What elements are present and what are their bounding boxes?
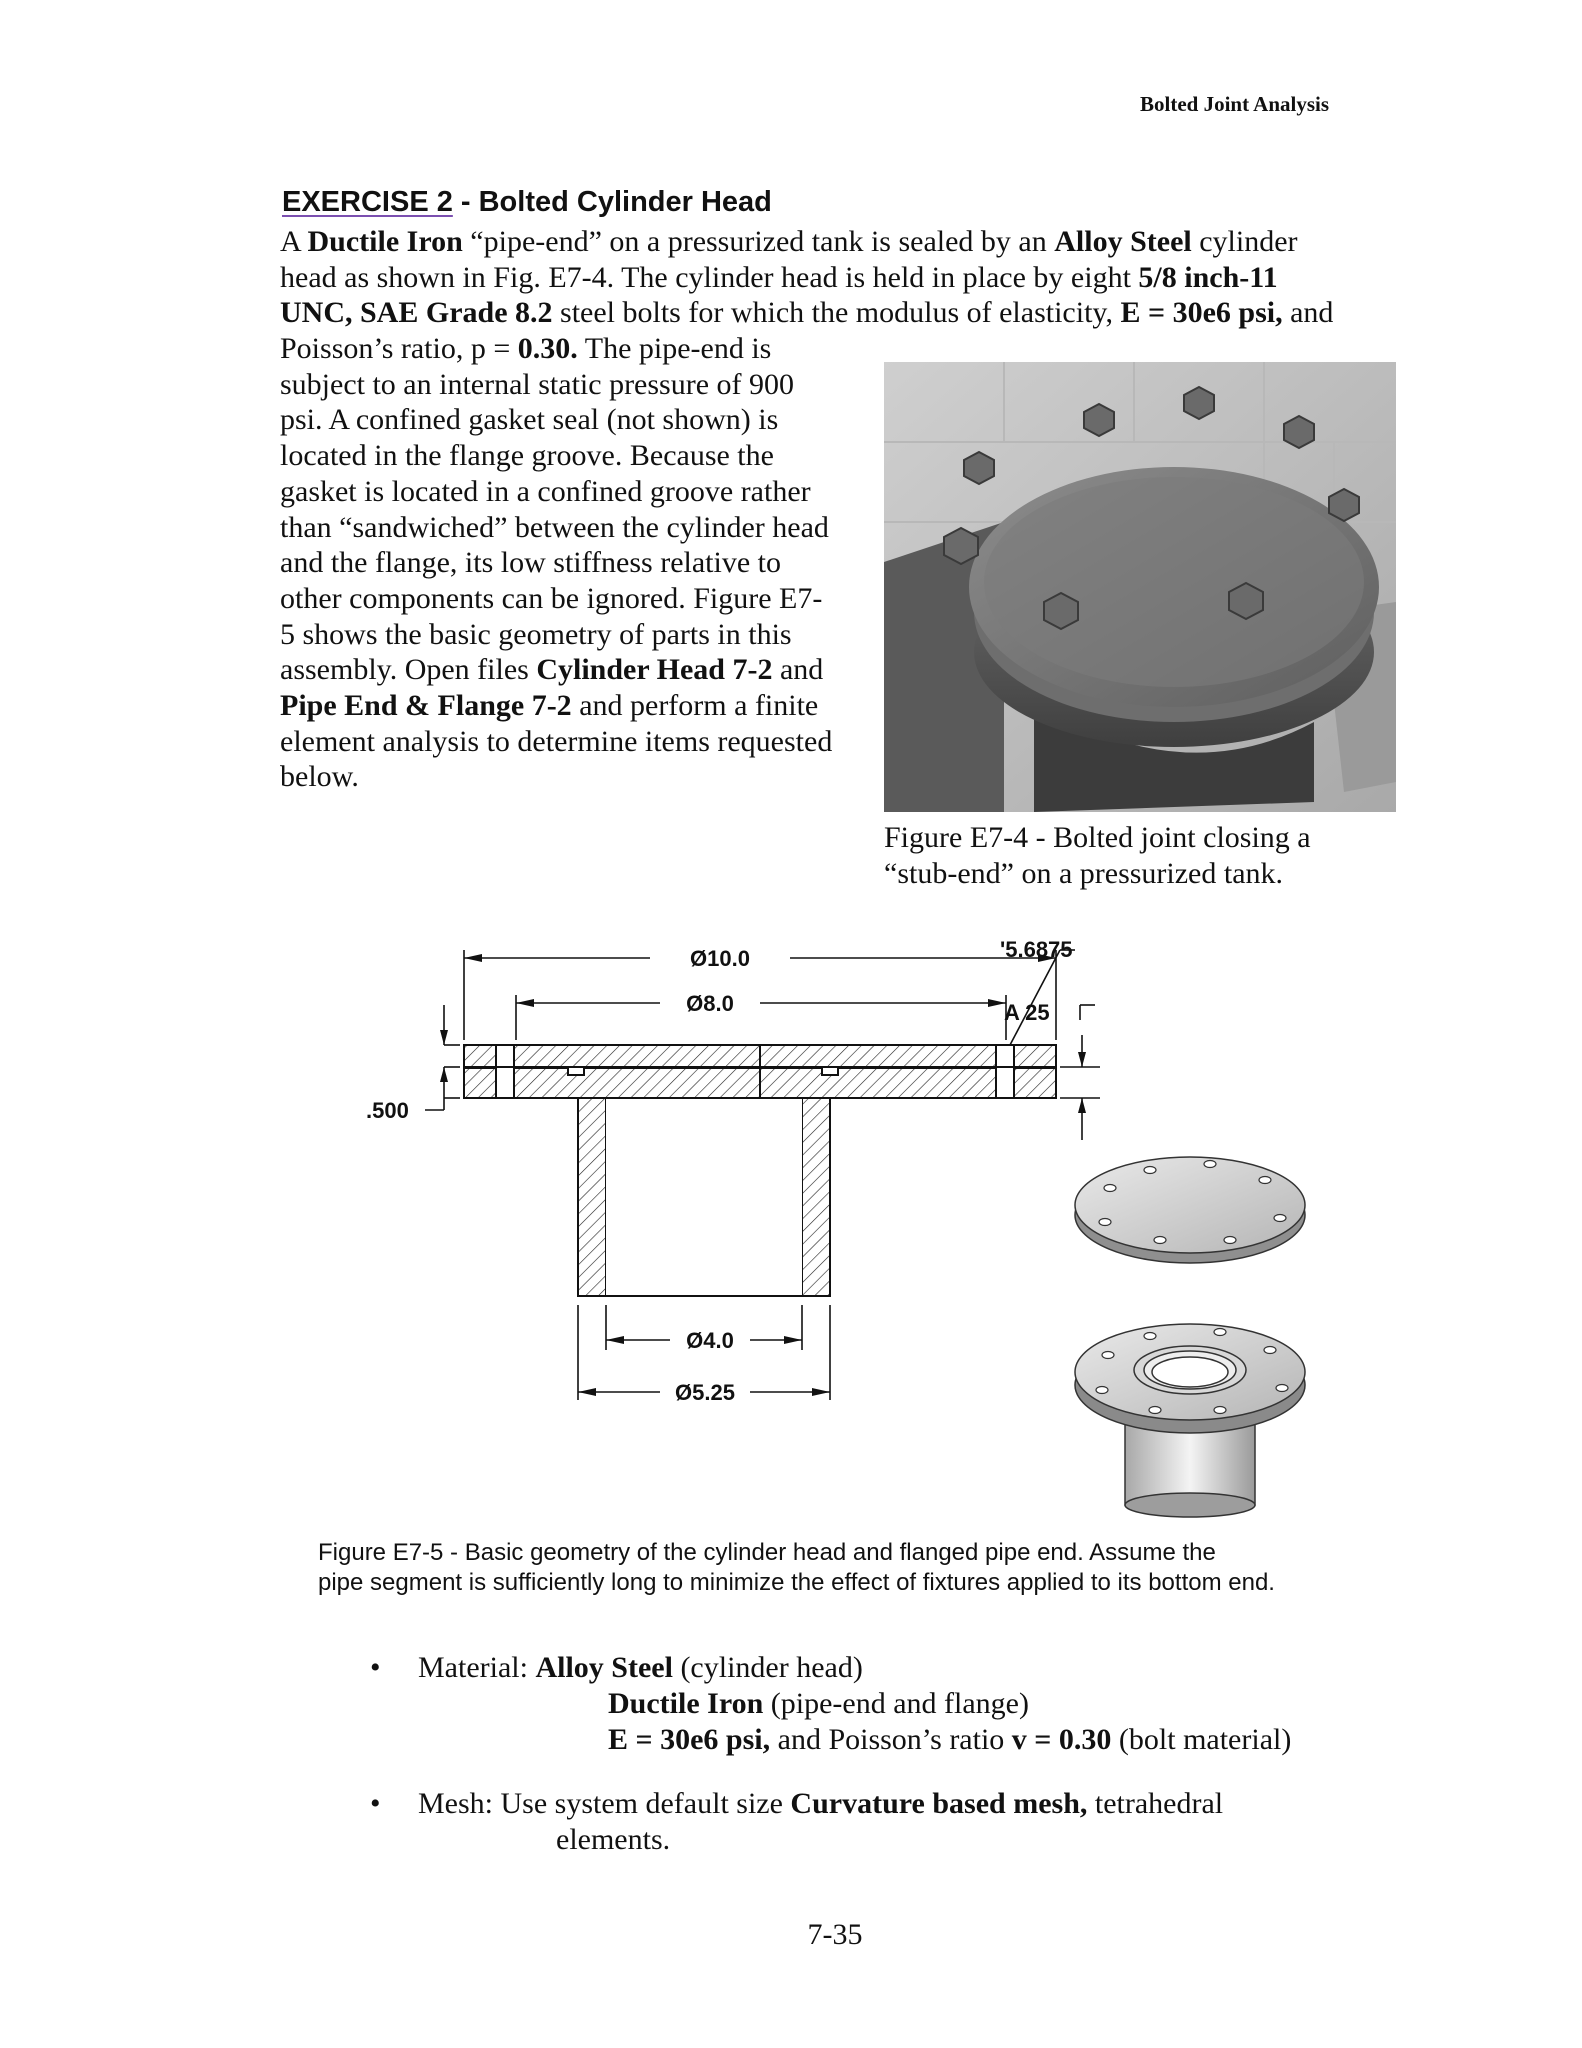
material-alloy-steel: Alloy Steel bbox=[535, 1651, 673, 1684]
paragraph-run: and perform a finite bbox=[571, 688, 819, 722]
figure-e7-4-caption-line: Figure E7-4 - Bolted joint closing a bbox=[884, 821, 1311, 854]
figure-e7-5-isometric-view bbox=[1070, 1100, 1330, 1520]
dim-bolt-circle-diameter: Ø8.0 bbox=[686, 991, 734, 1016]
exercise-label: EXERCISE 2 bbox=[282, 186, 453, 218]
figure-e7-5-caption-line: pipe segment is sufficiently long to minimize the effect of fixtures applied to its bottom end. bbox=[318, 1569, 1275, 1596]
figure-e7-5-caption-line: Figure E7-5 - Basic geometry of the cylinder head and flanged pipe end. Assume the bbox=[318, 1539, 1216, 1566]
material-ductile-iron-note: (pipe-end and flange) bbox=[763, 1687, 1029, 1720]
mesh-element-type: tetrahedral bbox=[1087, 1787, 1224, 1820]
bolt-poisson-value: v = 0.30 bbox=[1011, 1723, 1112, 1756]
paragraph-run: other components can be ignored. Figure E7- bbox=[280, 581, 823, 615]
paragraph-run: steel bolts for which the modulus of elasticity, bbox=[552, 296, 1121, 330]
paragraph-bold-run: UNC, SAE Grade 8.2 bbox=[280, 296, 553, 330]
paragraph-bold-run: Cylinder Head 7-2 bbox=[536, 653, 773, 687]
bolt-material-note: (bolt material) bbox=[1111, 1723, 1292, 1756]
paragraph-line bbox=[280, 224, 1380, 260]
requirements-list bbox=[370, 1650, 1291, 1858]
page-number: 7-35 bbox=[807, 1918, 863, 1951]
paragraph-bold-run: Ductile Iron bbox=[307, 225, 463, 258]
dim-thickness: .500 bbox=[366, 1098, 409, 1123]
paragraph-run: element analysis to determine items requested bbox=[280, 724, 833, 758]
mesh-label: Mesh: Use system default size bbox=[418, 1787, 791, 1820]
bullet-symbol: • bbox=[370, 1651, 381, 1684]
material-bullet bbox=[370, 1650, 1291, 1758]
dim-hole-callout: '5.6875 bbox=[1000, 937, 1073, 962]
paragraph-run: and the flange, its low stiffness relative to bbox=[280, 546, 781, 580]
paragraph-line bbox=[280, 295, 1380, 331]
paragraph-run: The pipe-end is bbox=[577, 332, 772, 366]
paragraph-run: located in the flange groove. Because the bbox=[280, 439, 774, 473]
material-ductile-iron: Ductile Iron bbox=[608, 1687, 764, 1720]
mesh-continuation: elements. bbox=[556, 1823, 671, 1856]
bolt-modulus: E = 30e6 psi, bbox=[608, 1723, 771, 1756]
paragraph-run: than “sandwiched” between the cylinder head bbox=[280, 510, 829, 544]
material-alloy-steel-note: (cylinder head) bbox=[672, 1651, 863, 1684]
paragraph-run: 5 shows the basic geometry of parts in this bbox=[280, 617, 792, 651]
paragraph-run: “pipe-end” on a pressurized tank is sealed by an bbox=[462, 225, 1055, 258]
paragraph-run: assembly. Open files bbox=[280, 653, 537, 687]
paragraph-bold-run: 0.30. bbox=[517, 332, 578, 366]
paragraph-run: and bbox=[772, 653, 824, 687]
paragraph-run: A bbox=[280, 225, 308, 258]
figure-e7-4-caption-line: “stub-end” on a pressurized tank. bbox=[884, 857, 1284, 890]
pipe-wall-left bbox=[578, 1098, 606, 1296]
figure-e7-5-section-drawing bbox=[360, 910, 1100, 1530]
exercise-title-text: - Bolted Cylinder Head bbox=[452, 186, 772, 218]
dim-outer-diameter: Ø10.0 bbox=[690, 946, 750, 971]
cylinder-head-disc bbox=[1075, 1157, 1305, 1263]
figure-e7-4-caption bbox=[884, 820, 1311, 892]
paragraph-run: Poisson’s ratio, p = bbox=[280, 332, 518, 366]
dim-pipe-outer-diameter: Ø5.25 bbox=[675, 1380, 735, 1405]
pipe-flange bbox=[1075, 1324, 1305, 1433]
exercise-title bbox=[282, 186, 772, 219]
paragraph-run: below. bbox=[280, 760, 359, 794]
paragraph-bold-run: 5/8 inch-11 bbox=[1138, 260, 1278, 294]
material-label: Material: bbox=[418, 1651, 536, 1684]
paragraph-bold-run: E = 30e6 psi, bbox=[1120, 296, 1283, 330]
mesh-bullet bbox=[370, 1786, 1291, 1858]
dim-section-a-label: A 25 bbox=[1004, 1000, 1050, 1025]
bullet-symbol: • bbox=[370, 1787, 381, 1820]
paragraph-run: cylinder bbox=[1191, 225, 1298, 258]
dim-inner-diameter: Ø4.0 bbox=[686, 1328, 734, 1353]
figure-e7-4-photo bbox=[884, 362, 1396, 812]
bolt-poisson-label: and Poisson’s ratio bbox=[770, 1723, 1012, 1756]
paragraph-run: head as shown in Fig. E7-4. The cylinder head is held in place by eight bbox=[280, 260, 1139, 294]
paragraph-run: psi. A confined gasket seal (not shown) is bbox=[280, 403, 779, 437]
paragraph-line bbox=[280, 260, 1380, 296]
paragraph-run: gasket is located in a confined groove rather bbox=[280, 474, 811, 508]
paragraph-bold-run: Alloy Steel bbox=[1054, 225, 1192, 258]
paragraph-run: and bbox=[1282, 296, 1334, 330]
pipe-wall-right bbox=[802, 1098, 830, 1296]
paragraph-bold-run: Pipe End & Flange 7-2 bbox=[280, 688, 572, 722]
running-header: Bolted Joint Analysis bbox=[1140, 92, 1330, 116]
paragraph-run: subject to an internal static pressure of 900 bbox=[280, 367, 795, 401]
figure-e7-5-caption bbox=[318, 1538, 1275, 1598]
mesh-type: Curvature based mesh, bbox=[790, 1787, 1088, 1820]
